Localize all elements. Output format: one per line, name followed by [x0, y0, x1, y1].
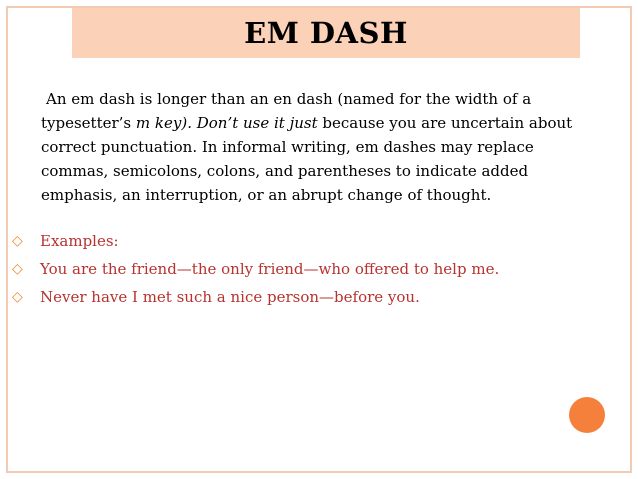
- example-sentence-1: You are the friend—the only friend—who offered to help me.: [40, 260, 500, 278]
- decorative-circle: [569, 397, 605, 433]
- slide-title: EM DASH: [244, 16, 408, 50]
- diamond-bullet-icon: ◇: [12, 233, 23, 249]
- title-band: [72, 8, 580, 58]
- list-item: [12, 283, 499, 311]
- intro-text-part1: An em dash is longer than an en dash (named for the width of a typesetter’s: [41, 90, 532, 132]
- examples-list: [12, 227, 499, 311]
- intro-paragraph: [41, 87, 586, 207]
- intro-text-italic: m key). Don’t use it just: [135, 114, 318, 132]
- examples-heading: Examples:: [40, 232, 119, 250]
- list-item: [12, 255, 499, 283]
- diamond-bullet-icon: ◇: [12, 261, 23, 277]
- diamond-bullet-icon: ◇: [12, 289, 23, 305]
- example-sentence-2: Never have I met such a nice person—before you.: [40, 288, 420, 306]
- intro-text-part2: because you are uncertain about correct punctuation. In informal writing, em dashes may replace commas, semicolons, colons, and parentheses to indicate added emphasis, an interruption, or an abrupt change of thought.: [41, 114, 573, 204]
- list-item: [12, 227, 499, 255]
